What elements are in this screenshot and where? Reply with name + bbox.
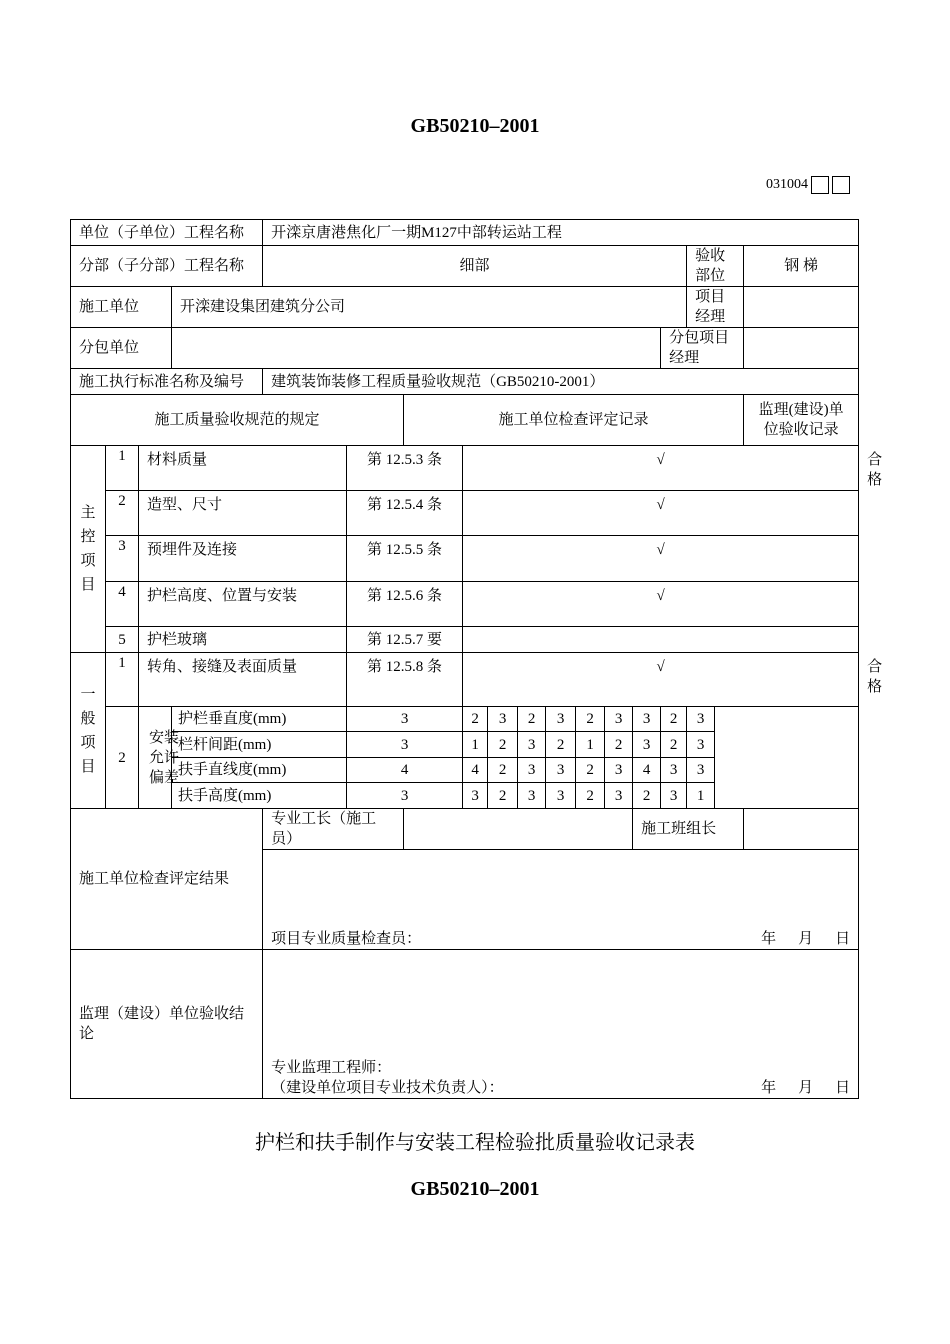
measure-value: 3 bbox=[605, 758, 633, 783]
measure-value: 3 bbox=[661, 758, 687, 783]
measure-value: 1 bbox=[687, 783, 715, 809]
item-clause: 第 12.5.3 条 bbox=[347, 446, 463, 491]
table-row bbox=[71, 627, 859, 653]
bottom-standard-code: GB50210–2001 bbox=[410, 1178, 540, 1200]
standard-label: 施工执行标准名称及编号 bbox=[71, 369, 263, 395]
measure-value: 2 bbox=[488, 783, 518, 809]
main-label-char: 项 bbox=[80, 553, 96, 569]
item-name: 造型、尺寸 bbox=[139, 491, 347, 536]
measure-allowance: 3 bbox=[347, 707, 463, 732]
acceptance-part-value: 钢 梯 bbox=[744, 246, 859, 287]
acceptance-part-label: 验收部位 bbox=[687, 246, 744, 287]
item-number: 4 bbox=[106, 582, 139, 627]
measure-value: 3 bbox=[687, 707, 715, 732]
sub-manager-value[interactable] bbox=[744, 328, 859, 369]
subcontractor-label: 分包单位 bbox=[71, 328, 172, 369]
measure-value: 2 bbox=[463, 707, 488, 732]
item-clause: 第 12.5.4 条 bbox=[347, 491, 463, 536]
measure-value: 2 bbox=[488, 732, 518, 758]
standard-value: 建筑装饰装修工程质量验收规范（GB50210-2001） bbox=[263, 369, 859, 395]
item-name: 护栏玻璃 bbox=[139, 627, 347, 653]
item-check-mark bbox=[463, 627, 859, 653]
measure-row bbox=[71, 783, 859, 809]
measure-value: 3 bbox=[633, 732, 661, 758]
general-label-char: 项 bbox=[80, 734, 96, 751]
measure-value: 2 bbox=[576, 783, 605, 809]
table-row bbox=[71, 491, 859, 536]
sub-manager-label: 分包项目经理 bbox=[661, 328, 744, 369]
month-label: 月 bbox=[798, 931, 814, 947]
measure-value: 3 bbox=[605, 783, 633, 809]
foreman-value[interactable] bbox=[404, 809, 633, 850]
contractor-value: 开滦建设集团建筑分公司 bbox=[172, 287, 687, 328]
measure-value: 2 bbox=[661, 732, 687, 758]
measure-value: 2 bbox=[576, 707, 605, 732]
item-check-mark: √ bbox=[463, 491, 859, 536]
supervisor-column-header bbox=[744, 395, 859, 446]
measure-value: 2 bbox=[518, 707, 546, 732]
supervisor-conclusion-label: 监理（建设）单位验收结论 bbox=[71, 950, 263, 1099]
measure-value: 3 bbox=[546, 758, 576, 783]
supervisor-header-line2: 位验收记录 bbox=[763, 422, 839, 438]
item-check-mark: √ bbox=[463, 582, 859, 627]
tolerance-label bbox=[139, 707, 180, 809]
tolerance-char: 许 bbox=[164, 749, 180, 766]
measure-value: 3 bbox=[518, 758, 546, 783]
measure-name: 扶手高度(mm) bbox=[172, 783, 347, 809]
tolerance-char: 允 bbox=[149, 749, 165, 766]
table-row: 一 般 项 目 1 转角、接缝及表面质量 第 12.5.8 条 √ 合格 bbox=[71, 653, 859, 707]
standard-code-heading: GB50210–2001 bbox=[410, 115, 540, 137]
day-label: 日 bbox=[835, 1080, 851, 1096]
contractor-result-area[interactable] bbox=[263, 850, 859, 950]
code-checkbox-2[interactable] bbox=[832, 176, 850, 194]
item-name: 转角、接缝及表面质量 bbox=[139, 653, 347, 707]
acceptance-record-table bbox=[70, 219, 883, 1099]
measure-value: 3 bbox=[488, 707, 518, 732]
general-label-char: 般 bbox=[80, 710, 96, 727]
item-number: 2 bbox=[106, 707, 139, 809]
tolerance-char: 装 bbox=[164, 729, 180, 746]
measure-allowance: 3 bbox=[347, 732, 463, 758]
spec-column-header: 施工质量验收规范的规定 bbox=[71, 395, 404, 446]
code-checkbox-1[interactable] bbox=[811, 176, 829, 194]
item-check-mark: √ bbox=[463, 446, 859, 491]
item-number: 1 bbox=[106, 653, 139, 707]
measure-value: 1 bbox=[463, 732, 488, 758]
table-row: 主 控 项 目 1 材料质量 第 12.5.3 条 √ 合格 bbox=[71, 446, 859, 491]
general-items-label bbox=[71, 653, 106, 809]
subproject-name-label: 分部（子分部）工程名称 bbox=[71, 246, 263, 287]
inspector-date bbox=[739, 929, 850, 949]
project-manager-value[interactable] bbox=[744, 287, 859, 328]
subcontractor-value[interactable] bbox=[172, 328, 661, 369]
contractor-result-label: 施工单位检查评定结果 bbox=[71, 809, 263, 950]
item-name: 材料质量 bbox=[139, 446, 347, 491]
general-label-char: 一 bbox=[80, 686, 96, 703]
item-number: 5 bbox=[106, 627, 139, 653]
form-code-number: 031004 bbox=[766, 177, 808, 192]
project-name-value: 开滦京唐港焦化厂一期M127中部转运站工程 bbox=[263, 220, 859, 246]
subproject-name-value: 细部 bbox=[263, 246, 687, 287]
item-check-mark: √ bbox=[463, 536, 859, 582]
inspector-label: 项目专业质量检查员： bbox=[271, 931, 422, 947]
engineer-label: 专业监理工程师： bbox=[271, 1060, 392, 1076]
team-leader-value[interactable] bbox=[744, 809, 859, 850]
measure-value: 2 bbox=[605, 732, 633, 758]
owner-date bbox=[739, 1078, 850, 1098]
measure-name: 扶手直线度(mm) bbox=[172, 758, 347, 783]
measure-value: 3 bbox=[518, 732, 546, 758]
item-number: 1 bbox=[106, 446, 139, 491]
measure-allowance: 3 bbox=[347, 783, 463, 809]
measure-value: 3 bbox=[463, 783, 488, 809]
supervisor-conclusion-area[interactable] bbox=[263, 950, 859, 1099]
item-name: 护栏高度、位置与安装 bbox=[139, 582, 347, 627]
measure-value: 2 bbox=[576, 758, 605, 783]
team-leader-label: 施工班组长 bbox=[633, 809, 744, 850]
general-label-char: 目 bbox=[80, 758, 96, 775]
year-label: 年 bbox=[761, 1080, 777, 1096]
measure-value: 3 bbox=[661, 783, 687, 809]
table-row bbox=[71, 536, 859, 582]
measure-value: 3 bbox=[633, 707, 661, 732]
item-clause: 第 12.5.5 条 bbox=[347, 536, 463, 582]
document-title: 护栏和扶手制作与安装工程检验批质量验收记录表 bbox=[255, 1130, 695, 1154]
main-label-char: 主 bbox=[80, 505, 96, 521]
item-name: 预埋件及连接 bbox=[139, 536, 347, 582]
item-number: 2 bbox=[106, 491, 139, 536]
tolerance-char: 偏 bbox=[149, 769, 165, 786]
main-items-label bbox=[71, 446, 106, 653]
measure-row bbox=[71, 707, 859, 732]
foreman-label: 专业工长（施工员） bbox=[263, 809, 404, 850]
measure-value: 3 bbox=[546, 707, 576, 732]
measure-value: 2 bbox=[488, 758, 518, 783]
main-label-char: 控 bbox=[80, 529, 96, 545]
item-clause: 第 12.5.8 条 bbox=[347, 653, 463, 707]
tolerance-char: 差 bbox=[164, 769, 180, 786]
inspector-signature-line bbox=[271, 929, 850, 949]
measure-name: 栏杆间距(mm) bbox=[172, 732, 347, 758]
day-label: 日 bbox=[835, 931, 851, 947]
check-column-header: 施工单位检查评定记录 bbox=[404, 395, 744, 446]
measure-value: 4 bbox=[463, 758, 488, 783]
month-label: 月 bbox=[798, 1080, 814, 1096]
item-number: 3 bbox=[106, 536, 139, 582]
measure-value: 4 bbox=[633, 758, 661, 783]
table-row bbox=[71, 582, 859, 627]
measure-allowance: 4 bbox=[347, 758, 463, 783]
measure-row bbox=[71, 758, 859, 783]
measure-value: 3 bbox=[518, 783, 546, 809]
item-check-mark: √ bbox=[463, 653, 859, 707]
measure-value: 1 bbox=[576, 732, 605, 758]
measure-name: 护栏垂直度(mm) bbox=[172, 707, 347, 732]
measure-value: 3 bbox=[687, 732, 715, 758]
main-label-char: 目 bbox=[80, 577, 96, 593]
project-name-label: 单位（子单位）工程名称 bbox=[71, 220, 263, 246]
measure-value: 2 bbox=[546, 732, 576, 758]
measure-value: 2 bbox=[633, 783, 661, 809]
project-manager-label: 项目经理 bbox=[687, 287, 744, 328]
measure-value: 3 bbox=[687, 758, 715, 783]
tolerance-char: 安 bbox=[149, 729, 165, 746]
supervisor-header-line1: 监理(建设)单 bbox=[758, 402, 844, 418]
owner-label: （建设单位项目专业技术负责人）： bbox=[271, 1080, 504, 1096]
form-code bbox=[766, 176, 850, 194]
contractor-label: 施工单位 bbox=[71, 287, 172, 328]
measure-value: 3 bbox=[605, 707, 633, 732]
year-label: 年 bbox=[761, 931, 777, 947]
item-clause: 第 12.5.7 要 bbox=[347, 627, 463, 653]
owner-signature-line bbox=[271, 1078, 850, 1098]
measure-row bbox=[71, 732, 859, 758]
item-clause: 第 12.5.6 条 bbox=[347, 582, 463, 627]
measure-value: 2 bbox=[661, 707, 687, 732]
measure-value: 3 bbox=[546, 783, 576, 809]
